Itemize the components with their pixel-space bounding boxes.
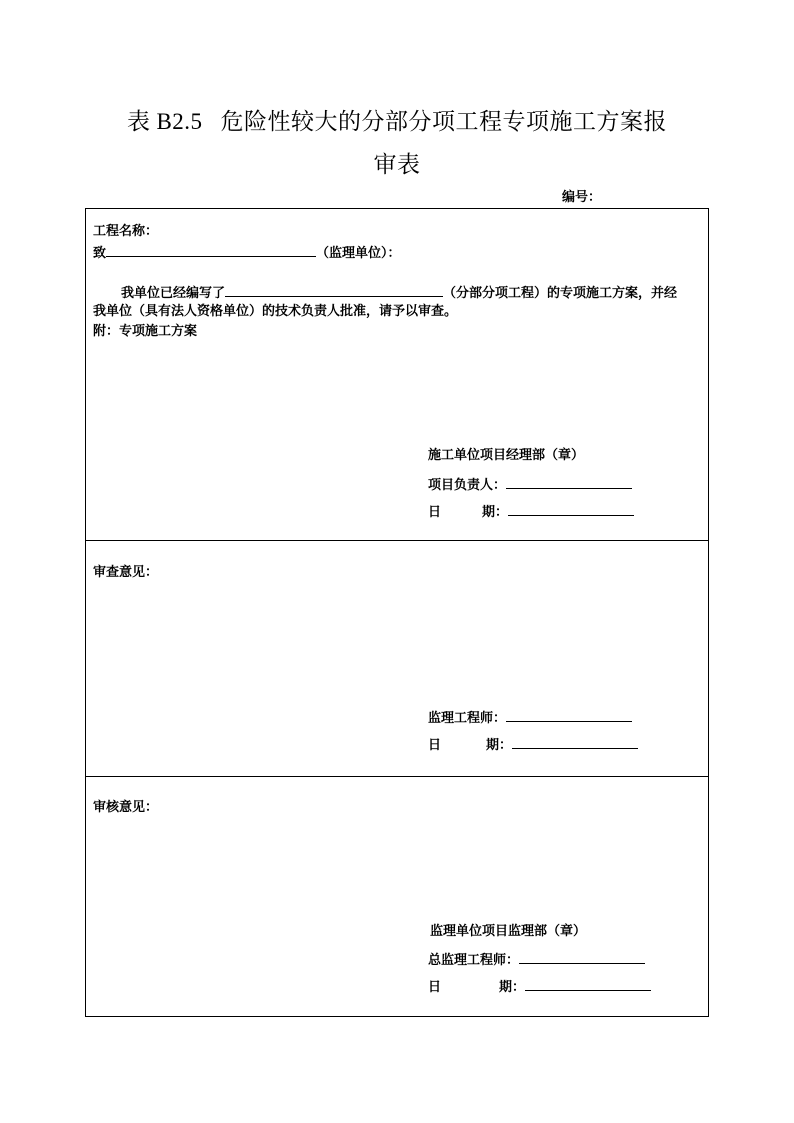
engineer-line xyxy=(428,708,632,728)
date-label-char-1: 日 xyxy=(428,980,442,995)
project-leader-label: 项目负责人： xyxy=(428,478,507,493)
project-name-label: 工程名称： xyxy=(93,224,159,239)
audit-section xyxy=(86,777,708,1016)
serial-number-label: 编号： xyxy=(562,190,602,205)
to-suffix: （监理单位）： xyxy=(316,246,401,261)
form-name-line-1: 危险性较大的分部分项工程专项施工方案报 xyxy=(220,109,668,135)
form-code: B2.5 xyxy=(156,109,203,134)
chief-engineer-signature-field[interactable] xyxy=(519,950,645,964)
contractor-stamp-label: 施工单位项目经理部（章） xyxy=(428,448,585,463)
date-label-char-1: 日 xyxy=(428,738,442,753)
project-leader-signature-field[interactable] xyxy=(506,475,632,489)
date-label-char-2: 期： xyxy=(482,505,509,520)
form-title-line-2 xyxy=(0,146,794,179)
date-line-1 xyxy=(428,502,634,522)
form-table xyxy=(85,208,709,1017)
submission-section xyxy=(86,209,708,541)
supervising-engineer-label: 监理工程师： xyxy=(428,711,507,726)
review-date-field[interactable] xyxy=(512,735,638,749)
form-name-line-2: 审表 xyxy=(373,152,421,178)
date-line-3 xyxy=(428,977,651,997)
body-line-1-prefix: 我单位已经编写了 xyxy=(121,286,226,301)
date-label-char-2: 期： xyxy=(499,980,526,995)
supervision-stamp-label: 监理单位项目监理部（章） xyxy=(430,924,587,939)
review-section xyxy=(86,541,708,777)
project-leader-line xyxy=(428,475,632,495)
chief-engineer-line xyxy=(428,950,645,970)
sub-project-field[interactable] xyxy=(225,283,443,297)
audit-date-field[interactable] xyxy=(525,977,651,991)
supervision-unit-field[interactable] xyxy=(106,243,316,257)
to-prefix: 致 xyxy=(93,246,107,261)
attachment-note: 附：专项施工方案 xyxy=(93,324,198,339)
body-line-2: 我单位（具有法人资格单位）的技术负责人批准，请予以审查。 xyxy=(93,304,458,319)
addressee-line xyxy=(93,243,401,263)
date-line-2 xyxy=(428,735,638,755)
submission-date-field[interactable] xyxy=(508,502,634,516)
date-label-char-1: 日 xyxy=(428,505,442,520)
audit-opinion-label: 审核意见： xyxy=(93,800,159,815)
supervising-engineer-signature-field[interactable] xyxy=(506,708,632,722)
review-opinion-label: 审查意见： xyxy=(93,565,159,580)
body-line-1 xyxy=(121,283,677,303)
title-prefix: 表 xyxy=(126,109,151,135)
chief-engineer-label: 总监理工程师： xyxy=(428,953,520,968)
body-line-1-suffix: （分部分项工程）的专项施工方案，并经 xyxy=(443,286,678,301)
date-label-char-2: 期： xyxy=(486,738,513,753)
form-title-line-1 xyxy=(0,103,794,136)
